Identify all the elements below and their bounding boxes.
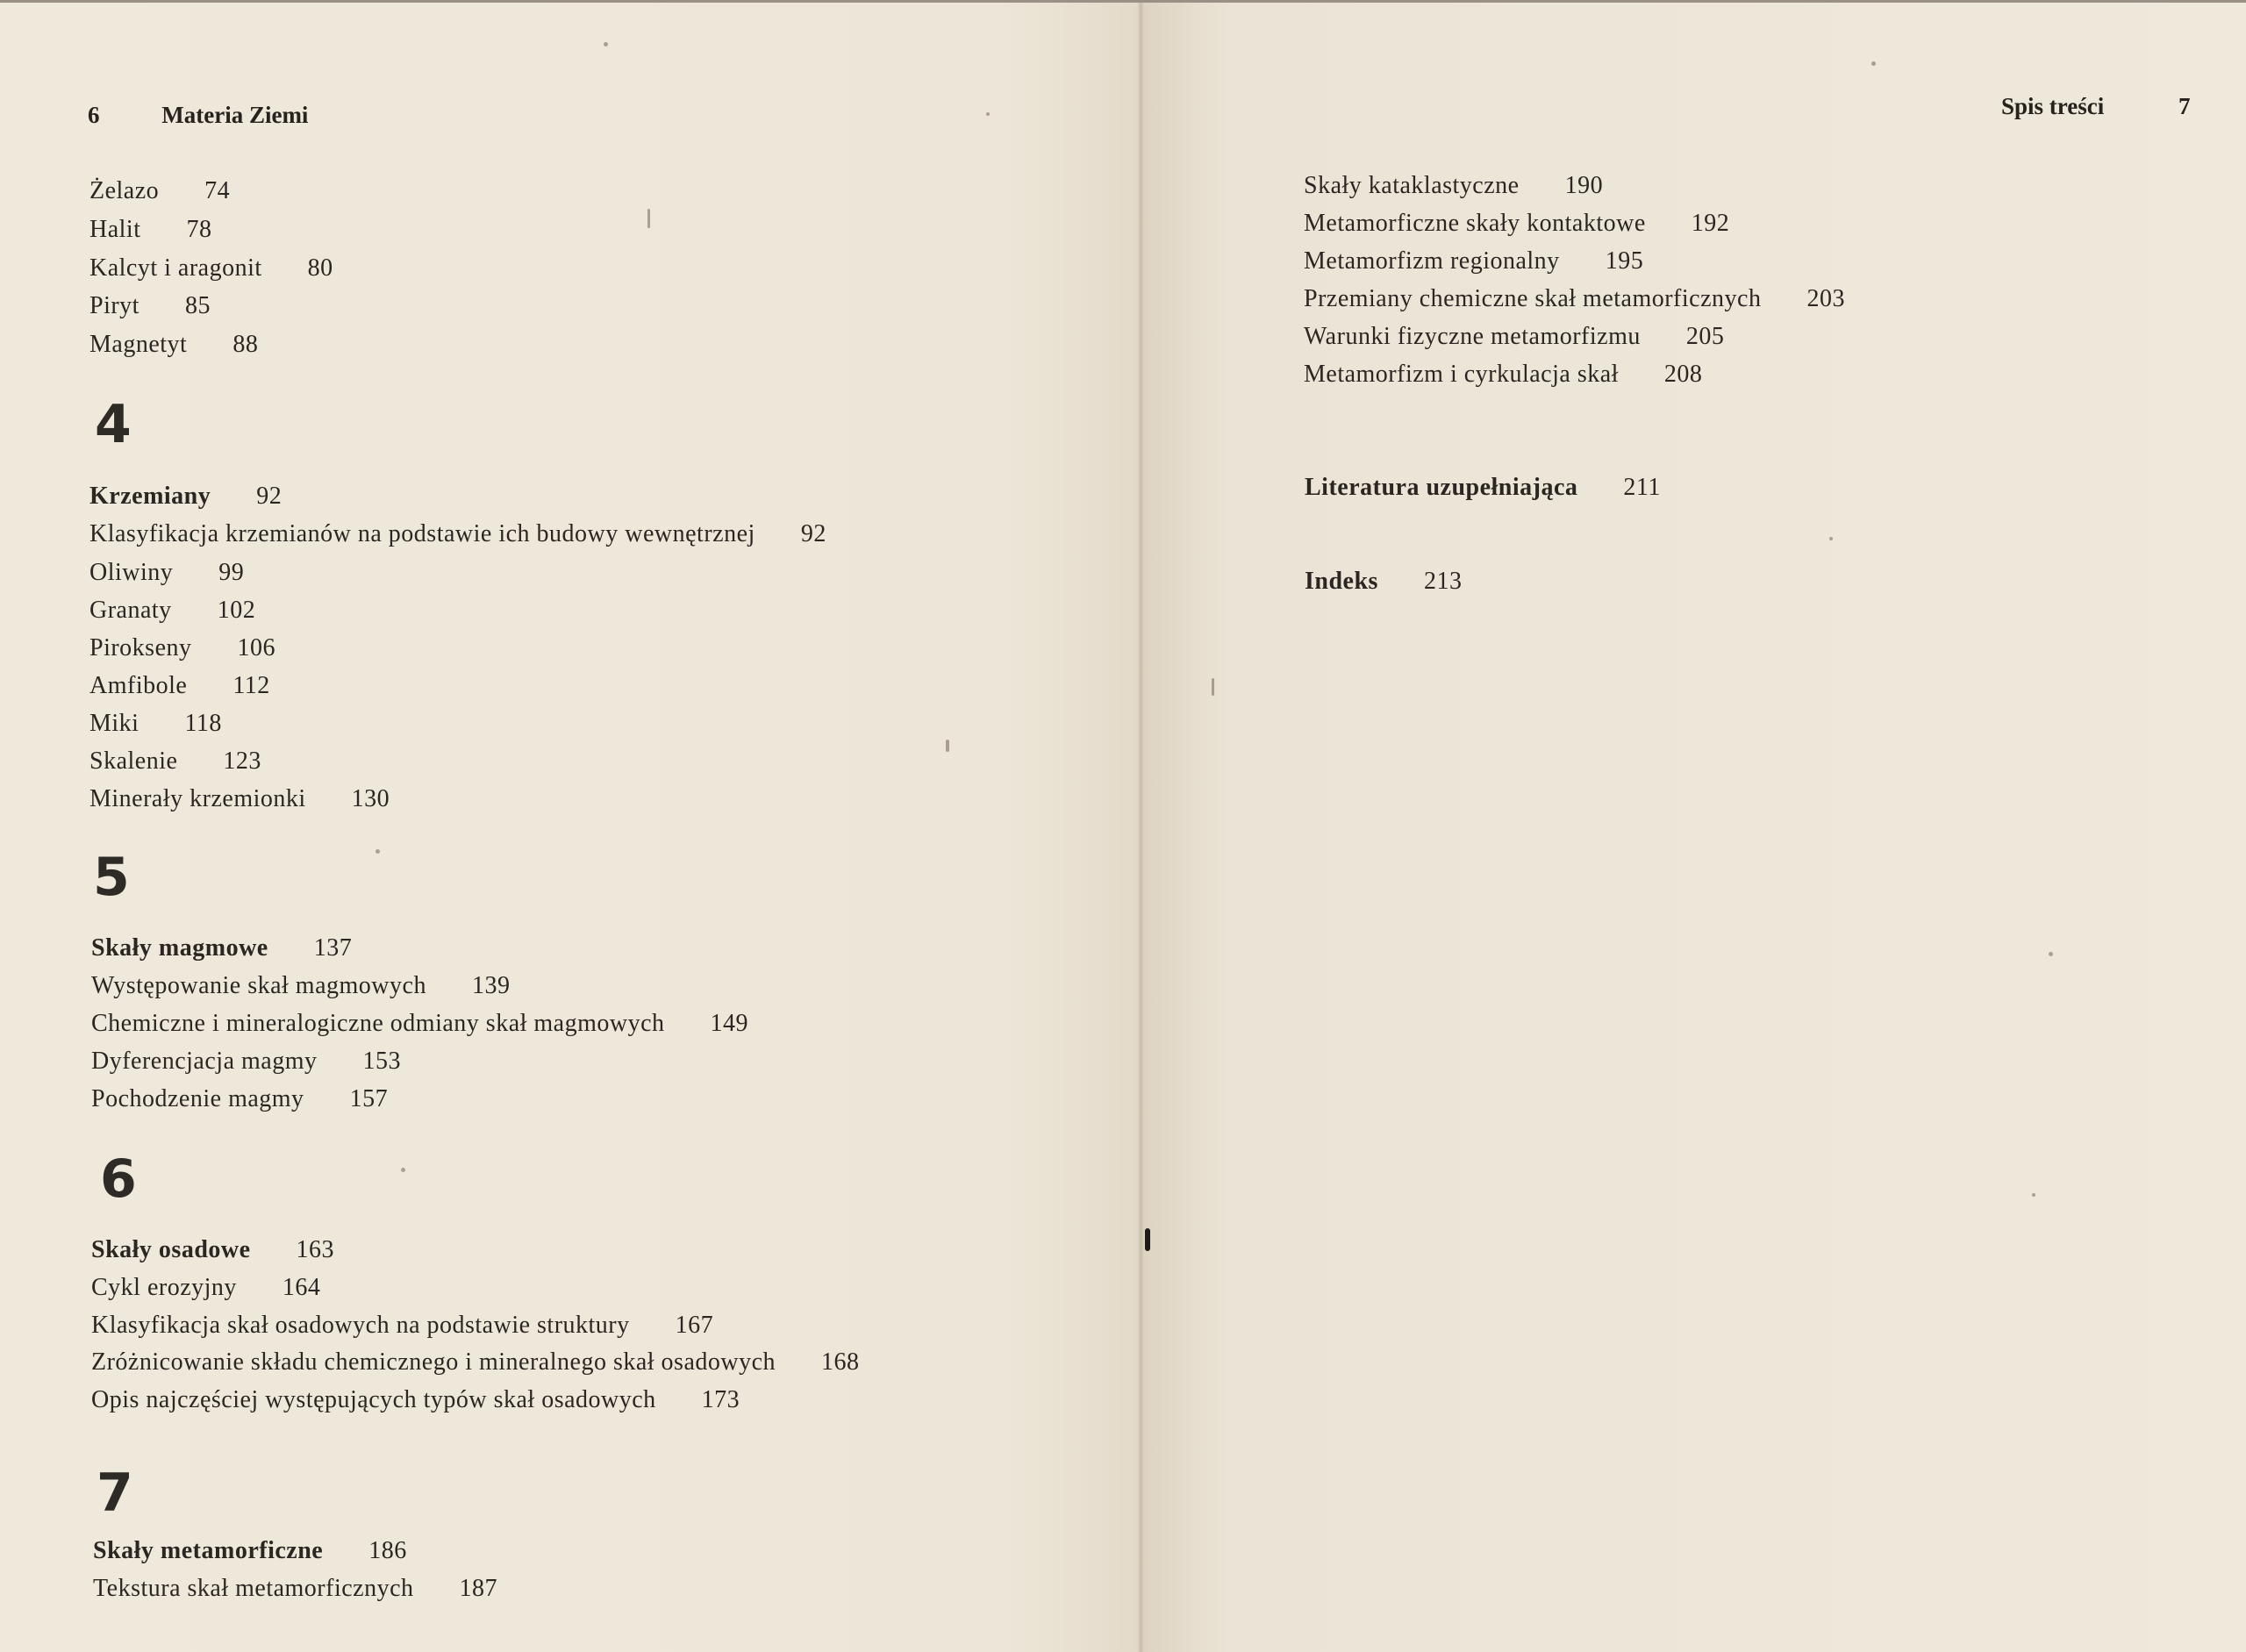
toc-entry-page: 205 [1685,323,1725,350]
toc-entry [1304,361,1702,389]
toc-entry-title: Zróżnicowanie składu chemicznego i mineralnego skał osadowych [91,1348,776,1376]
toc-entry [89,747,261,776]
toc-entry-page: 78 [186,216,212,243]
toc-entry-page: 88 [232,331,259,358]
toc-entry [89,559,244,587]
toc-entry [91,1274,320,1302]
paper-speck [376,849,380,854]
top-edge [0,0,2246,3]
toc-entry-page: 203 [1806,285,1845,312]
toc-entry-title: Literatura uzupełniająca [1305,474,1578,501]
toc-entry-title: Dyferencjacja magmy [91,1048,318,1075]
toc-entry-page: 157 [349,1085,389,1112]
toc-entry [89,710,222,738]
toc-entry [89,331,258,359]
left-page-number: 6 [88,102,100,128]
toc-entry [1304,323,1724,351]
toc-entry-page: 85 [184,292,211,319]
toc-entry-page: 168 [821,1348,860,1376]
chapter-4-number: 4 [95,394,132,455]
toc-entry-title: Warunki fizyczne metamorfizmu [1304,323,1641,350]
toc-entry-title: Granaty [89,597,172,624]
toc-entry [91,1085,388,1113]
paper-speck [2032,1193,2035,1197]
toc-entry-page: 139 [471,972,511,999]
toc-entry-title: Pochodzenie magmy [91,1085,304,1112]
toc-entry-page: 164 [282,1274,321,1301]
toc-entry-title: Halit [89,216,141,243]
toc-entry [1304,172,1603,200]
toc-entry [89,634,275,662]
paper-speck [2049,952,2053,956]
toc-entry-page: 186 [368,1537,407,1564]
toc-entry [91,1048,401,1076]
toc-entry-page: 211 [1623,474,1661,501]
toc-entry-page: 92 [800,520,826,547]
toc-entry-page: 102 [217,597,256,624]
toc-entry-title: Amfibole [89,672,188,699]
toc-entry-page: 92 [256,483,283,510]
toc-entry [89,597,255,625]
toc-entry-title: Miki [89,710,139,737]
left-running-head [88,102,308,129]
toc-entry [91,1312,713,1340]
toc-entry-title: Opis najczęściej występujących typów skał osadowych [91,1386,656,1413]
toc-entry-page: 208 [1663,361,1703,388]
toc-entry-page: 163 [296,1236,335,1263]
toc-entry [91,1348,860,1377]
toc-entry-title: Magnetyt [89,331,188,358]
toc-entry-page: 187 [459,1575,498,1602]
toc-entry-page: 173 [701,1386,740,1413]
toc-entry-page: 123 [223,747,261,775]
toc-entry-title: Skały osadowe [91,1236,251,1263]
toc-entry-title: Występowanie skał magmowych [91,972,426,999]
toc-entry [91,972,510,1000]
toc-entry-title: Chemiczne i mineralogiczne odmiany skał magmowych [91,1010,665,1037]
toc-entry-page: 99 [218,559,245,586]
toc-entry [1304,285,1845,313]
toc-entry-title: Minerały krzemionki [89,785,306,812]
toc-entry-page: 149 [710,1010,749,1037]
toc-entry-title: Metamorfizm i cyrkulacja skał [1304,361,1619,388]
toc-entry-title: Kalcyt i aragonit [89,254,262,282]
toc-entry-title: Skały magmowe [91,934,268,962]
toc-entry-page: 167 [675,1312,714,1339]
chapter-6-number: 6 [100,1148,137,1210]
toc-entry [89,785,390,813]
paper-speck [986,112,990,116]
toc-entry-title: Cykl erozyjny [91,1274,237,1301]
toc-chapter-heading [89,483,282,511]
toc-entry-title: Skalenie [89,747,178,775]
toc-chapter-heading [91,1236,334,1264]
toc-entry [89,672,270,700]
toc-entry-title: Piryt [89,292,139,319]
toc-index [1305,568,1462,596]
toc-entry [91,1010,748,1038]
toc-entry-title: Pirokseny [89,634,192,662]
toc-entry-page: 137 [313,934,353,962]
toc-entry-title: Klasyfikacja skał osadowych na podstawie struktury [91,1312,630,1339]
toc-entry [89,254,333,282]
toc-entry-page: 80 [307,254,333,282]
paper-speck [401,1168,405,1172]
toc-entry-title: Metamorficzne skały kontaktowe [1304,210,1646,237]
toc-entry-title: Skały kataklastyczne [1304,172,1520,199]
chapter-5-number: 5 [93,847,130,908]
toc-entry-title: Metamorfizm regionalny [1304,247,1560,275]
toc-entry-page: 130 [351,785,390,812]
right-running-title: Spis treści [2001,93,2105,119]
toc-entry-title: Skały metamorficzne [93,1537,324,1564]
left-running-title: Materia Ziemi [161,102,309,128]
toc-entry-page: 74 [204,177,231,204]
toc-entry-page: 153 [362,1048,401,1075]
paper-speck [647,209,650,228]
toc-entry-title: Klasyfikacja krzemianów na podstawie ich budowy wewnętrznej [89,520,755,547]
toc-entry-title: Oliwiny [89,559,174,586]
paper-speck [1212,678,1214,696]
toc-entry-page: 195 [1605,247,1644,275]
toc-entry-title: Indeks [1305,568,1378,595]
binding-mark [1145,1228,1150,1251]
toc-entry-page: 190 [1564,172,1604,199]
paper-speck [1871,61,1876,66]
toc-entry-page: 112 [232,672,270,699]
toc-entry-page: 213 [1423,568,1463,595]
toc-entry-title: Żelazo [89,177,160,204]
right-running-head [2001,93,2191,120]
toc-entry-title: Krzemiany [89,483,211,510]
chapter-7-number: 7 [97,1462,133,1524]
toc-chapter-heading [91,934,352,962]
toc-entry-page: 106 [237,634,275,662]
toc-entry-page: 118 [184,710,222,737]
toc-entry [1304,210,1729,238]
toc-entry [89,177,230,205]
toc-entry-title: Tekstura skał metamorficznych [93,1575,414,1602]
toc-entry-page: 192 [1691,210,1730,237]
toc-entry [89,520,826,548]
right-page-number: 7 [2178,93,2191,119]
toc-chapter-heading [93,1537,407,1565]
paper-speck [604,42,608,46]
paper-speck [946,740,949,752]
toc-entry [89,292,211,320]
toc-literature [1305,474,1661,502]
book-gutter [1137,0,1144,1652]
toc-entry [93,1575,497,1603]
toc-entry-title: Przemiany chemiczne skał metamorficznych [1304,285,1762,312]
toc-entry [89,216,212,244]
toc-entry [91,1386,740,1414]
paper-speck [1829,537,1833,540]
toc-entry [1304,247,1643,275]
